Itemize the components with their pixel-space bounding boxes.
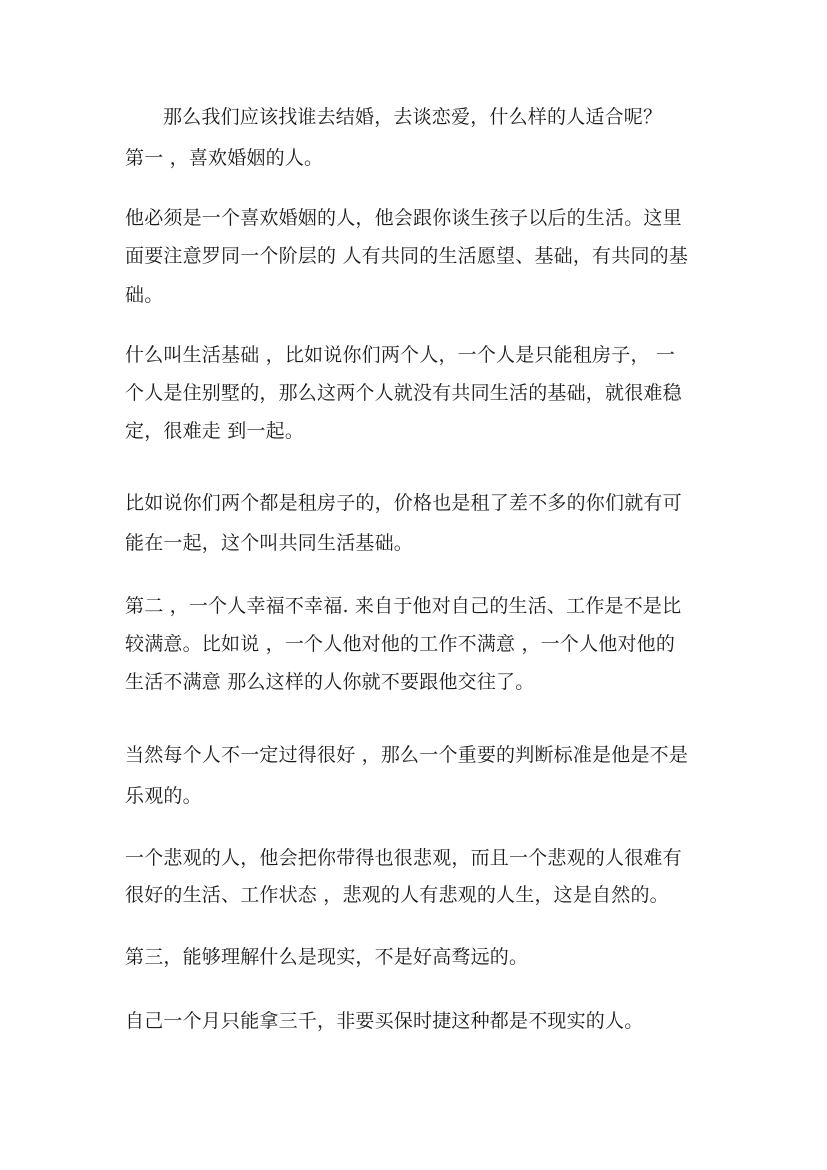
intro-question: 那么我们应该找谁去结婚，去谈恋爱，什么样的人适合呢？ xyxy=(163,106,663,128)
paragraph-line: 生活不满意 那么这样的人你就不要跟他交往了。 xyxy=(125,671,535,693)
paragraph-line: 当然每个人不一定过得很好 ，那么一个重要的判断标准是他是不是 xyxy=(125,744,689,766)
paragraph-line: 什么叫生活基础 ，比如说你们两个人，一个人是只能租房子， 一 xyxy=(125,344,676,366)
point-three-heading: 第三，能够理解什么是现实，不是好高骛远的。 xyxy=(125,946,529,968)
paragraph-line: 个人是住别墅的，那么这两个人就没有共同生活的基础，就很难稳 xyxy=(125,382,682,404)
paragraph-line: 比如说你们两个都是租房子的，价格也是租了差不多的你们就有可 xyxy=(125,492,682,514)
paragraph-line: 自己一个月只能拿三千，非要买保时捷这种都是不现实的人。 xyxy=(125,1010,644,1032)
point-two-line: 第二 ，一个人幸福不幸福. 来自于他对自己的生活、工作是不是比 xyxy=(125,595,682,617)
paragraph-line: 面要注意罗同一个阶层的 人有共同的生活愿望、基础，有共同的基 xyxy=(125,245,689,267)
paragraph-line: 较满意。比如说 ，一个人他对他的工作不满意 ，一个人他对他的 xyxy=(125,633,676,655)
paragraph-line: 能在一起，这个叫共同生活基础。 xyxy=(125,532,414,554)
paragraph-line: 很好的生活、工作状态 ，悲观的人有悲观的人生，这是自然的。 xyxy=(125,884,669,906)
paragraph-line: 定，很难走 到一起。 xyxy=(125,420,305,442)
paragraph-line: 一个悲观的人，他会把你带得也很悲观，而且一个悲观的人很难有 xyxy=(125,847,682,869)
paragraph-line: 础。 xyxy=(125,284,164,306)
point-one-heading: 第一 ，喜欢婚姻的人。 xyxy=(125,147,324,169)
paragraph-line: 乐观的。 xyxy=(125,785,202,807)
paragraph-line: 他必须是一个喜欢婚姻的人，他会跟你谈生孩子以后的生活。这里 xyxy=(125,207,682,229)
